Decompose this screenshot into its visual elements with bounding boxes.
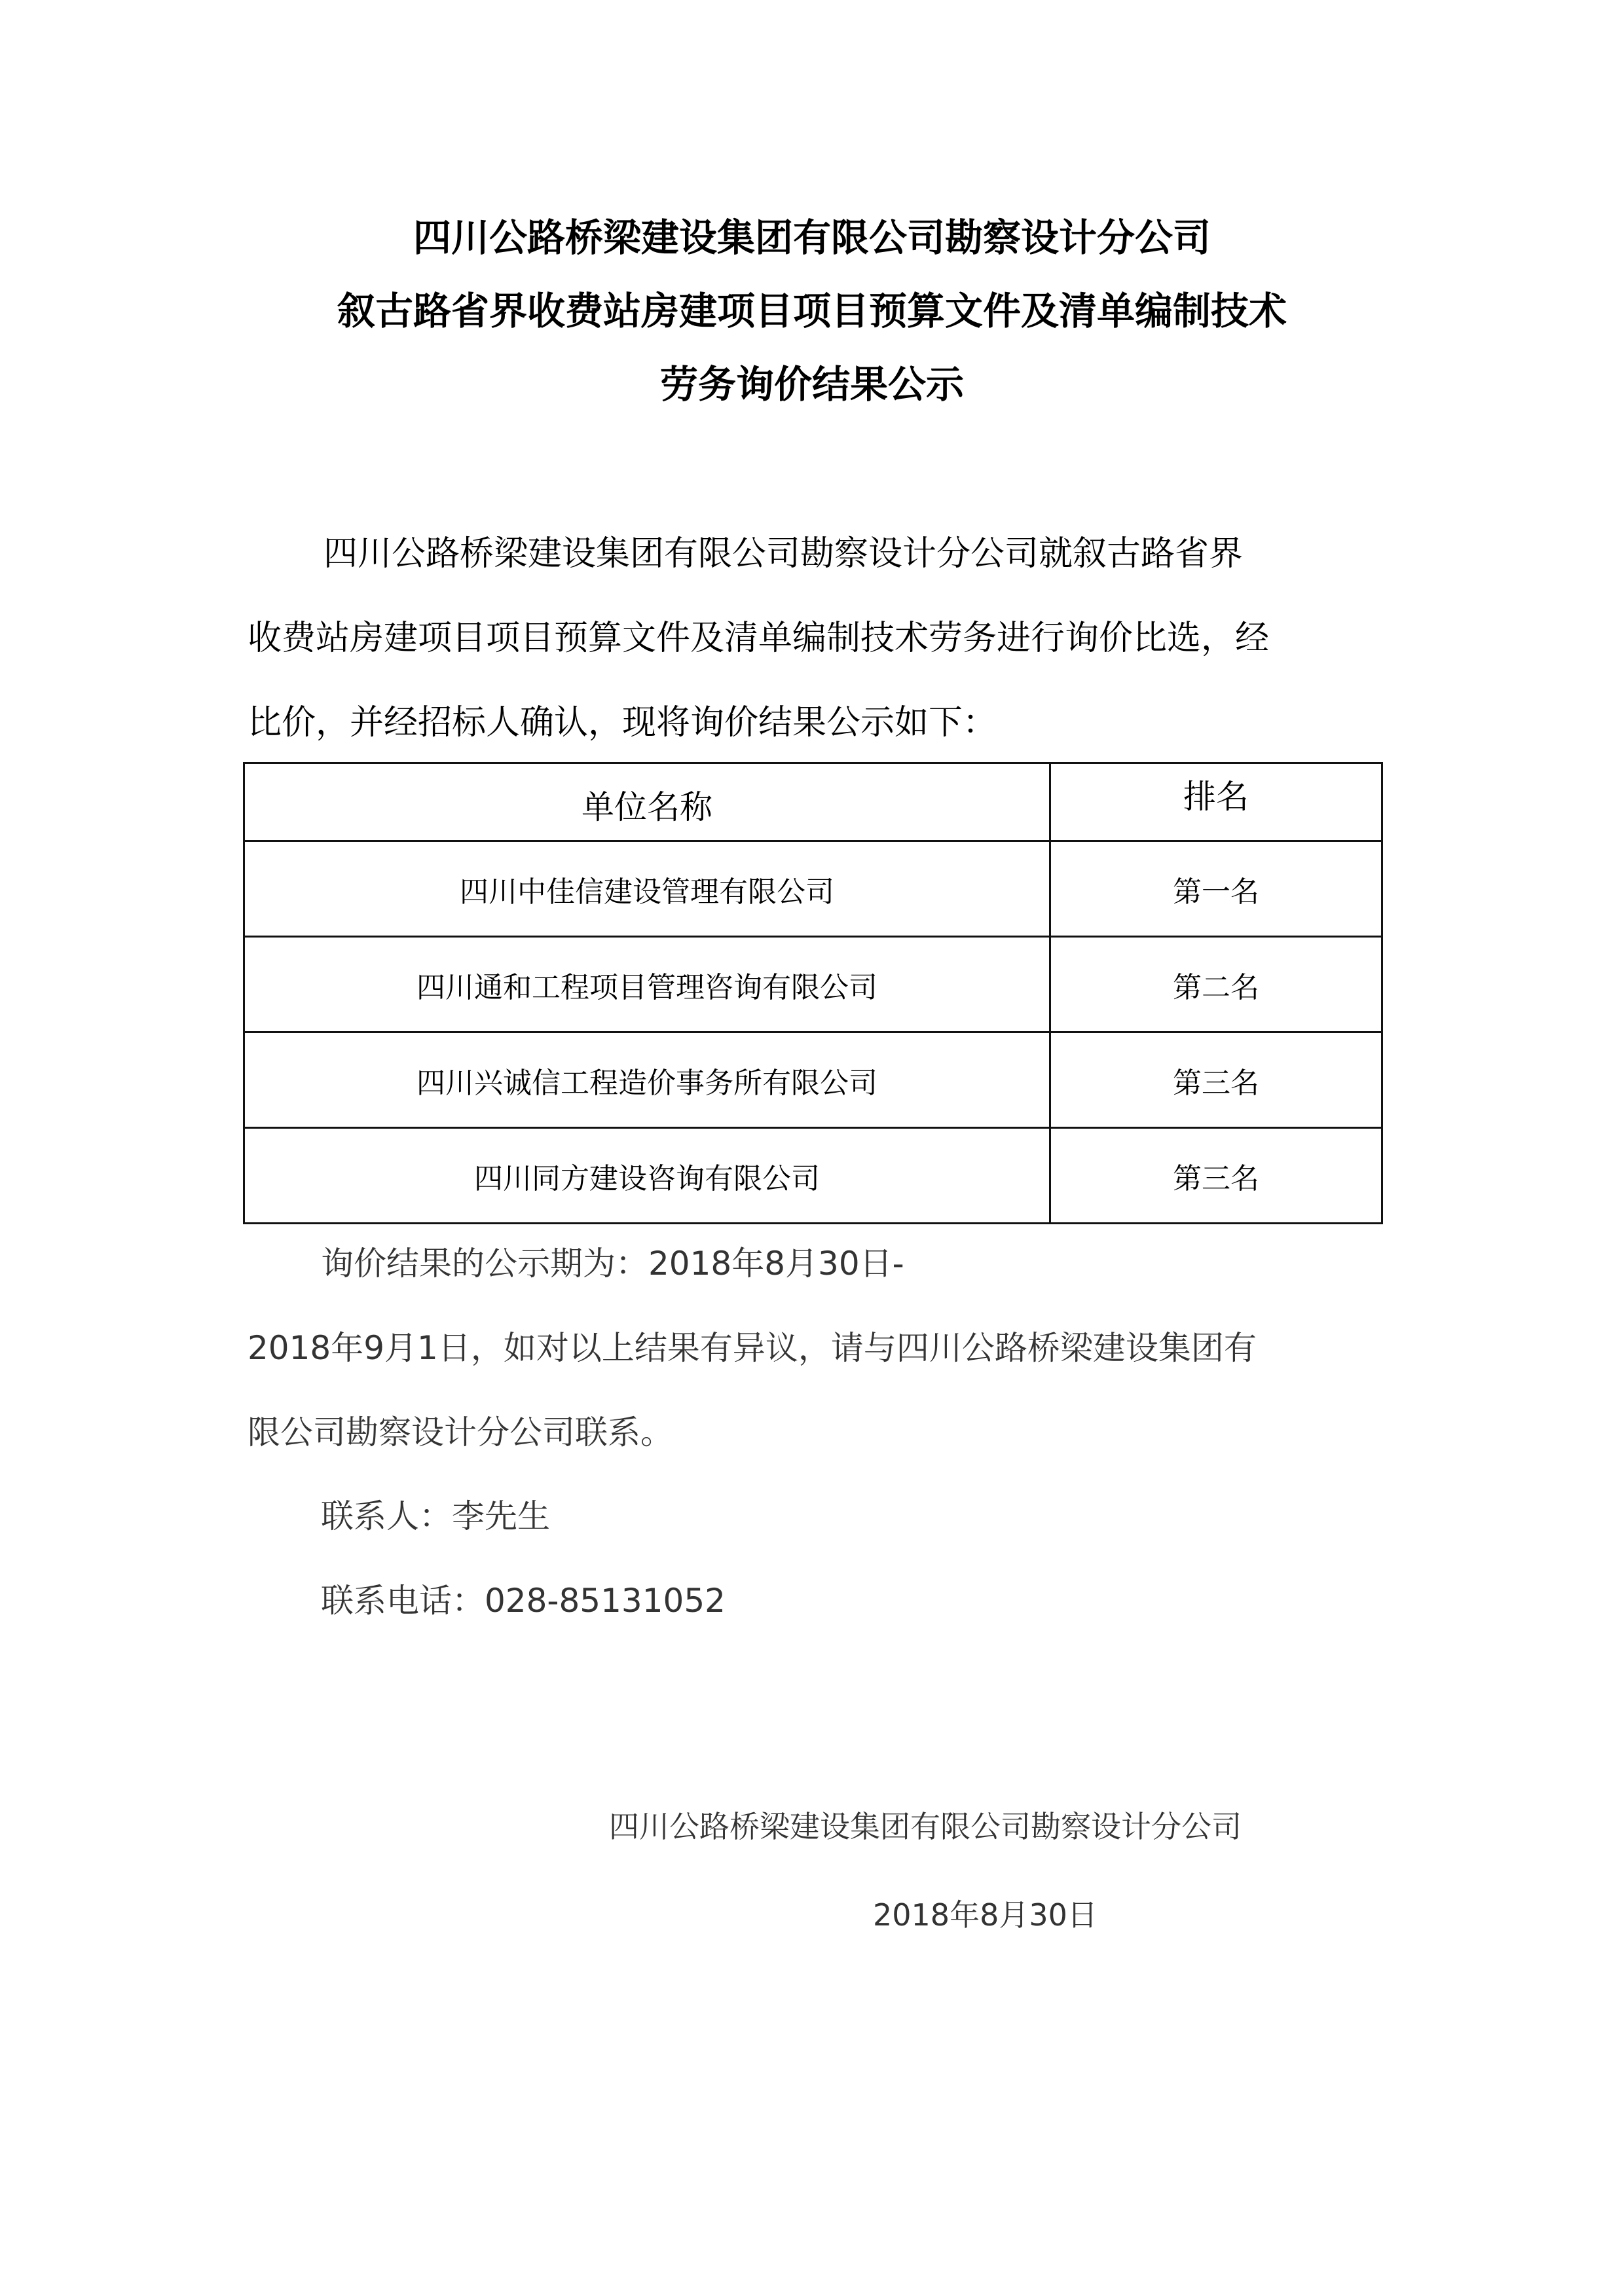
contact-person: 联系人：李先生 xyxy=(321,1497,550,1535)
document-title-line-3: 劳务询价结果公示 xyxy=(659,362,964,407)
contact-info xyxy=(248,1474,1384,1643)
notice-line-1: 询价结果的公示期为：2018年8月30日- xyxy=(321,1245,904,1283)
table-row xyxy=(244,1032,1382,1128)
signature-organization: 四川公路桥梁建设集团有限公司勘察设计分公司 xyxy=(609,1809,1242,1844)
notice-line-3: 限公司勘察设计分公司联系。 xyxy=(248,1413,673,1451)
results-table xyxy=(243,762,1383,1224)
rank-cell: 第二名 xyxy=(1050,937,1382,1032)
notice-paragraph xyxy=(248,1222,1384,1475)
contact-phone: 联系电话：028-85131052 xyxy=(321,1582,726,1620)
intro-line-3: 比价，并经招标人确认，现将询价结果公示如下： xyxy=(248,703,997,742)
rank-cell: 第一名 xyxy=(1050,841,1382,937)
company-cell: 四川同方建设咨询有限公司 xyxy=(244,1128,1050,1224)
document-title-line-2: 叙古路省界收费站房建项目项目预算文件及清单编制技术 xyxy=(337,289,1287,333)
signature-date: 2018年8月30日 xyxy=(873,1897,1098,1933)
column-header-company: 单位名称 xyxy=(244,763,1050,841)
table-row xyxy=(244,1128,1382,1224)
rank-cell: 第三名 xyxy=(1050,1128,1382,1224)
document-title-line-1: 四川公路桥梁建设集团有限公司勘察设计分公司 xyxy=(413,215,1211,260)
table-row xyxy=(244,841,1382,937)
table-header-row xyxy=(244,763,1382,841)
intro-line-2: 收费站房建项目项目预算文件及清单编制技术劳务进行询价比选，经 xyxy=(248,619,1270,658)
notice-line-2: 2018年9月1日，如对以上结果有异议，请与四川公路桥梁建设集团有 xyxy=(248,1329,1257,1367)
company-cell: 四川通和工程项目管理咨询有限公司 xyxy=(244,937,1050,1032)
rank-cell: 第三名 xyxy=(1050,1032,1382,1128)
company-cell: 四川中佳信建设管理有限公司 xyxy=(244,841,1050,937)
company-cell: 四川兴诚信工程造价事务所有限公司 xyxy=(244,1032,1050,1128)
intro-line-1: 四川公路桥梁建设集团有限公司勘察设计分公司就叙古路省界 xyxy=(323,534,1244,574)
table-row xyxy=(244,937,1382,1032)
intro-paragraph xyxy=(248,512,1384,765)
column-header-rank: 排名 xyxy=(1050,763,1382,841)
